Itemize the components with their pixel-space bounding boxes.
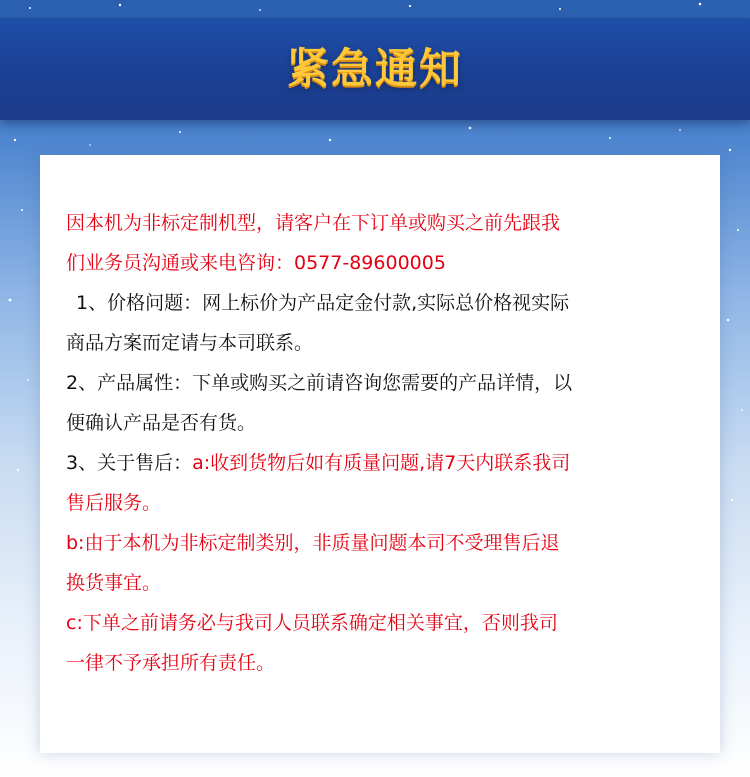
after-sales-notice-b bbox=[66, 523, 706, 603]
after-sales-notice-c bbox=[66, 603, 706, 683]
price-line-1: 1、价格问题：网上标价为产品定金付款,实际总价格视实际 bbox=[76, 292, 570, 314]
after-sales-c-line-1: c:下单之前请务必与我司人员联系确定相关事宜，否则我司 bbox=[66, 612, 558, 634]
after-sales-a-line-1: a:收到货物后如有质量问题,请7天内联系我司 bbox=[192, 452, 571, 474]
page-title: 紧急通知 bbox=[286, 44, 463, 93]
intro-line-2: 们业务员沟通或来电咨询：0577-89600005 bbox=[66, 252, 446, 274]
after-sales-prefix: 3、关于售后： bbox=[66, 452, 193, 474]
after-sales-c-line-2: 一律不予承担所有责任。 bbox=[66, 652, 276, 674]
intro-line-1: 因本机为非标定制机型，请客户在下订单或购买之前先跟我 bbox=[66, 212, 561, 234]
notice-card bbox=[40, 155, 720, 753]
notice-content bbox=[66, 203, 706, 683]
price-notice bbox=[66, 283, 706, 323]
price-line-2: 商品方案而定请与本司联系。 bbox=[66, 332, 314, 354]
after-sales-notice-a bbox=[66, 443, 706, 523]
attribute-line-1: 2、产品属性：下单或购买之前请咨询您需要的产品详情，以 bbox=[66, 372, 573, 394]
after-sales-b-line-2: 换货事宜。 bbox=[66, 572, 162, 594]
after-sales-b-line-1: b:由于本机为非标定制类别，非质量问题本司不受理售后退 bbox=[66, 532, 560, 554]
attribute-line-2: 便确认产品是否有货。 bbox=[66, 412, 257, 434]
product-attribute-notice bbox=[66, 363, 706, 443]
after-sales-a-line-2: 售后服务。 bbox=[66, 492, 162, 514]
intro-text bbox=[66, 203, 706, 283]
title-banner bbox=[0, 18, 750, 120]
price-notice-cont bbox=[66, 323, 706, 363]
